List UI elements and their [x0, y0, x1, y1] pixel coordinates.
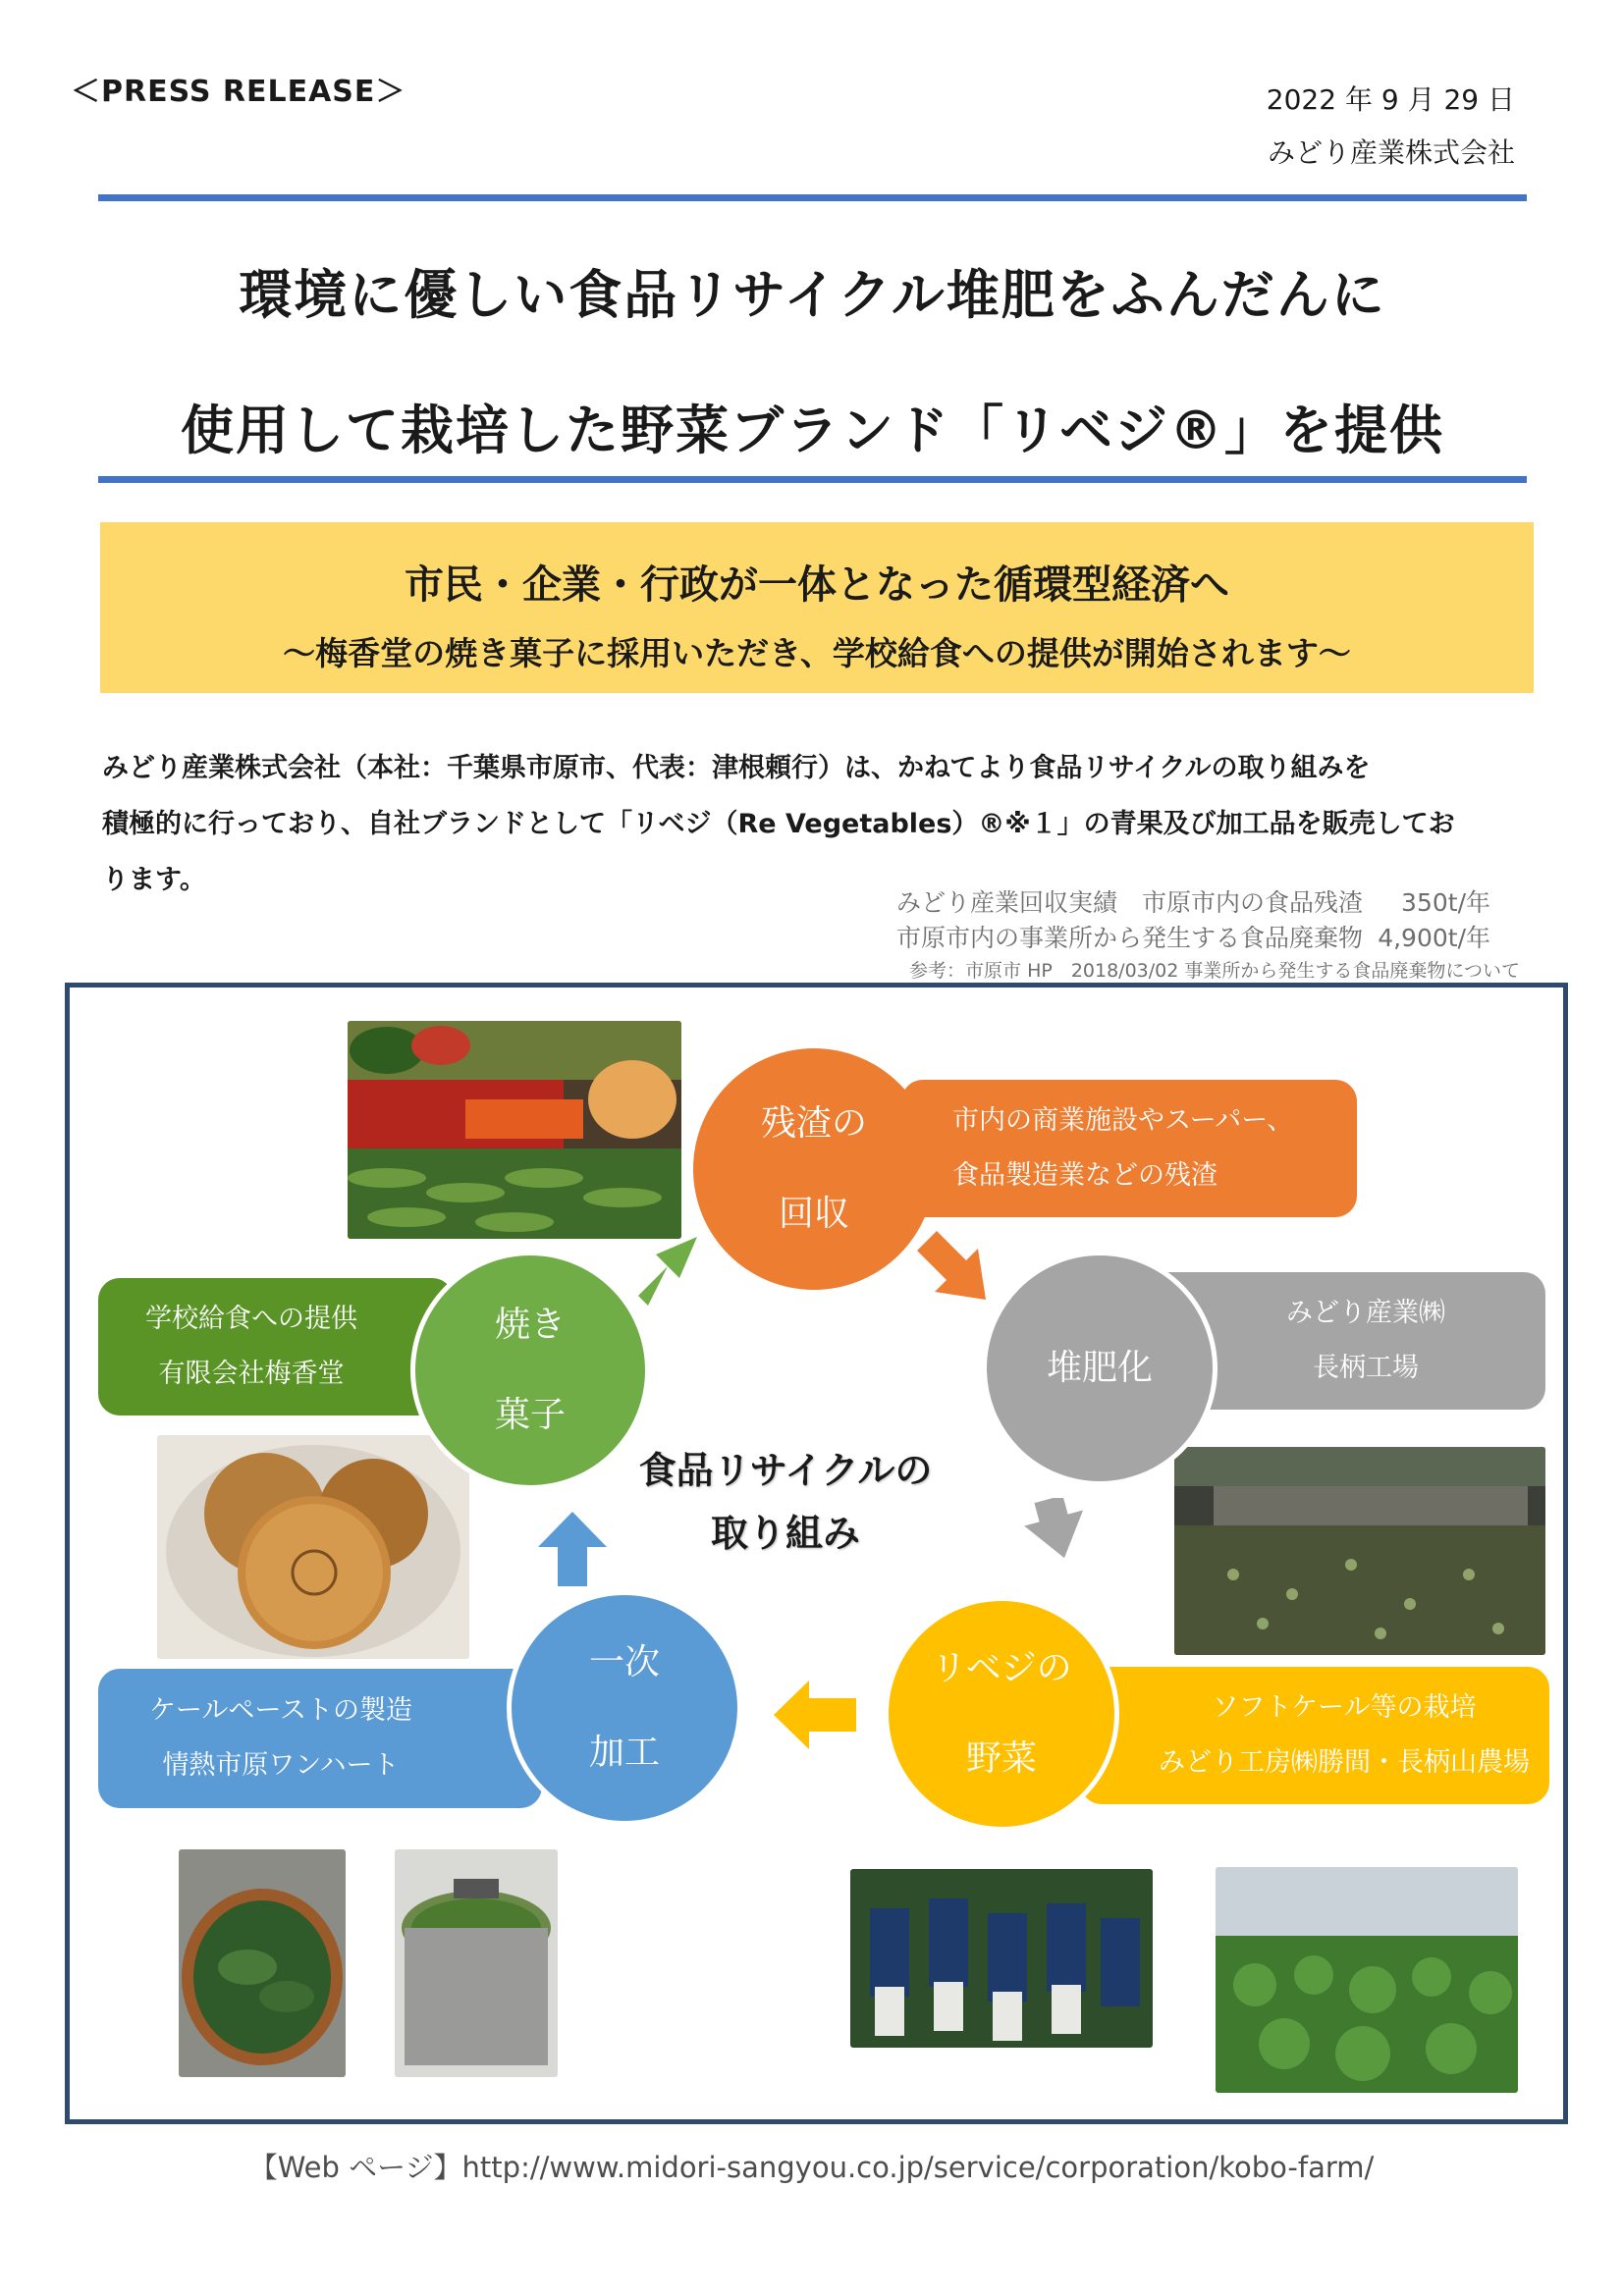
- highlight-banner: [100, 522, 1534, 693]
- stat-value: 4,900t/年: [1378, 924, 1490, 952]
- step-label-1: 残渣の: [760, 1103, 867, 1144]
- desc-line-2: 有限会社梅香堂: [158, 1359, 345, 1389]
- step-label-1: 焼き: [494, 1305, 566, 1345]
- center-line-1: 食品リサイクルの: [638, 1449, 933, 1492]
- stat-row-waste: [803, 919, 1490, 954]
- step-collection-circle: [693, 1048, 935, 1290]
- desc-line-1: みどり産業㈱: [1286, 1298, 1445, 1328]
- desc-line-2: みどり工房㈱勝間・長柄山農場: [1159, 1747, 1530, 1778]
- web-page-link[interactable]: 【Web ページ】http://www.midori-sangyou.co.jp/service/corporation/kobo-farm/: [248, 2151, 1375, 2184]
- step-compost-circle: [982, 1251, 1217, 1486]
- release-date: 2022 年 9 月 29 日: [1266, 83, 1515, 116]
- step-label-1: リベジの: [931, 1648, 1072, 1688]
- desc-line-2: 情熱市原ワンハート: [162, 1750, 400, 1781]
- packaged-vegetables-photo: [850, 1869, 1153, 2048]
- kale-boiling-photo: [179, 1849, 346, 2077]
- step-label-2: 菓子: [494, 1395, 566, 1435]
- desc-line-1: 学校給食への提供: [145, 1304, 357, 1334]
- diagram-center-caption: [609, 1439, 962, 1565]
- banner-subline: ～梅香堂の焼き菓子に採用いただき、学校給食への提供が開始されます～: [283, 634, 1351, 672]
- title-line-1: 環境に優しい食品リサイクル堆肥をふんだんに: [239, 264, 1386, 326]
- step-vegetables-circle: [884, 1596, 1119, 1832]
- stat-label: 市原市内の事業所から発生する食品廃棄物: [895, 924, 1363, 952]
- banner-headline: 市民・企業・行政が一体となった循環型経済へ: [405, 562, 1229, 608]
- bottom-rule: [98, 476, 1527, 483]
- step-processing-circle: [507, 1590, 742, 1826]
- vegetable-market-photo: [348, 1021, 681, 1239]
- desc-line-2: 食品製造業などの残渣: [952, 1160, 1217, 1191]
- stat-label: みどり産業回収実績 市原市内の食品残渣: [895, 888, 1363, 917]
- intro-line-2: 積極的に行っており、自社ブランドとして「リベジ（Re Vegetables）®※１」の青果及び加工品を販売してお: [102, 809, 1455, 839]
- desc-line-1: 市内の商業施設やスーパー、: [952, 1105, 1294, 1136]
- step-vegetables-desc: [1080, 1667, 1549, 1804]
- intro-line-3: ります。: [102, 865, 206, 895]
- arrow-up-icon: [538, 1512, 607, 1586]
- title-line-2: 使用して栽培した野菜ブランド「リベジ®」を提供: [181, 400, 1444, 461]
- step-sweets-desc: [98, 1278, 454, 1415]
- greenhouse-kale-photo: [1216, 1867, 1518, 2093]
- company-name: みどり産業株式会社: [1267, 136, 1515, 169]
- desc-line-1: ケールペーストの製造: [148, 1695, 413, 1726]
- kale-paste-pot-photo: [395, 1849, 558, 2077]
- step-label-2: 野菜: [965, 1738, 1037, 1779]
- desc-line-2: 長柄工場: [1313, 1353, 1419, 1383]
- stat-value: 350t/年: [1401, 888, 1490, 917]
- intro-line-1: みどり産業株式会社（本社：千葉県市原市、代表：津根頼行）は、かねてより食品リサイクルの取り組みを: [102, 753, 1371, 783]
- press-release-label: ＜PRESS RELEASE＞: [71, 75, 406, 109]
- arrow-left-icon: [774, 1681, 856, 1749]
- stat-row-collection: [803, 883, 1490, 919]
- top-rule: [98, 194, 1527, 201]
- step-label-1: 一次: [588, 1642, 660, 1682]
- step-collection-desc: [901, 1080, 1357, 1217]
- step-processing-desc: [98, 1669, 542, 1808]
- step-label-1: 堆肥化: [1046, 1348, 1153, 1388]
- composting-facility-photo: [1174, 1447, 1545, 1655]
- arrow-up-right-icon: [628, 1227, 707, 1306]
- reference-note: 参考：市原市 HP 2018/03/02 事業所から発生する食品廃棄物について: [909, 960, 1520, 982]
- center-line-2: 取り組み: [710, 1512, 860, 1555]
- step-label-2: 回収: [778, 1194, 849, 1234]
- step-label-2: 加工: [588, 1733, 660, 1773]
- arrow-down-right-icon: [917, 1231, 996, 1309]
- baked-sweets-photo: [157, 1435, 469, 1659]
- desc-line-1: ソフトケール等の栽培: [1212, 1692, 1477, 1723]
- arrow-down-icon: [1023, 1498, 1092, 1567]
